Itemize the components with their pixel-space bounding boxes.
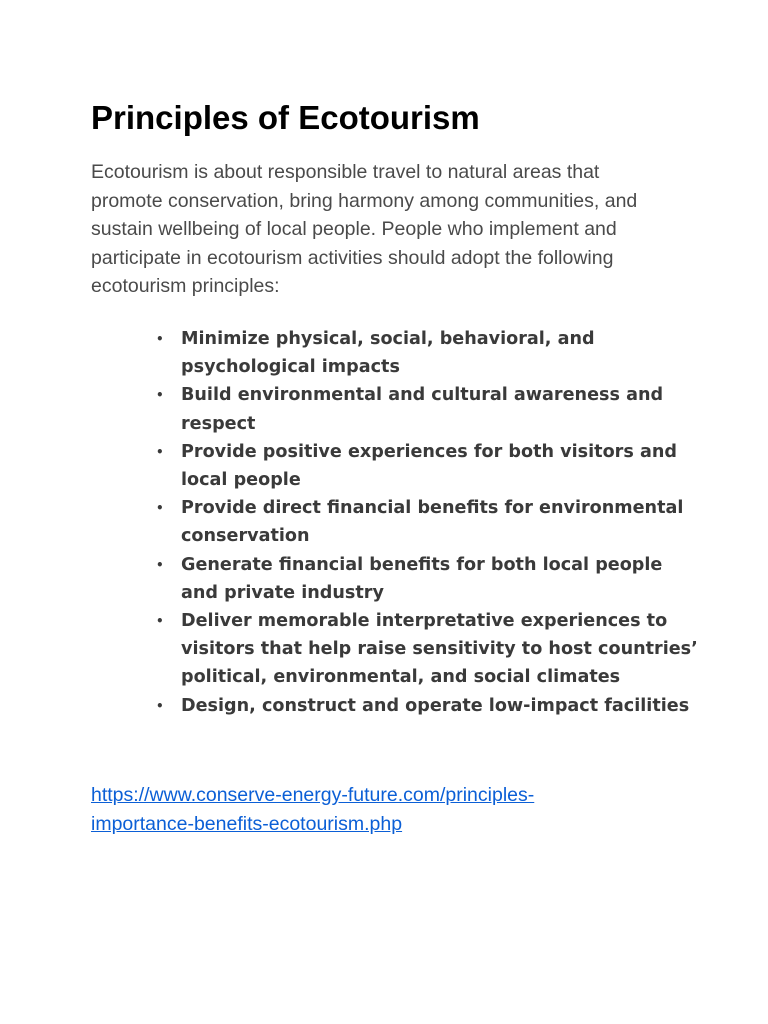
bullet-icon: • — [156, 332, 164, 346]
principle-line: Design, construct and operate low-impact facilities — [181, 695, 690, 716]
intro-line: participate in ecotourism activities should adopt the following — [91, 246, 614, 269]
principle-item — [152, 325, 712, 381]
page-title: Principles of Ecotourism — [91, 99, 480, 136]
principle-line: Minimize physical, social, behavioral, and — [181, 329, 595, 349]
principles-list — [152, 325, 712, 720]
principle-line: respect — [181, 413, 256, 434]
intro-line: ecotourism principles: — [91, 275, 280, 298]
principle-line: political, environmental, and social climates — [181, 667, 621, 688]
principle-line: Build environmental and cultural awareness and — [181, 385, 664, 406]
bullet-icon: • — [156, 557, 164, 572]
source-link-line: https://www.conserve-energy-future.com/principles- — [91, 784, 535, 806]
intro-line: promote conservation, bring harmony among communities, and — [91, 189, 638, 212]
principle-line: local people — [181, 470, 301, 491]
bullet-icon: • — [156, 444, 164, 459]
principle-line: visitors that help raise sensitivity to host countries’ — [181, 639, 698, 660]
bullet-icon: • — [156, 698, 164, 713]
principle-item — [152, 607, 712, 692]
bullet-icon: • — [156, 501, 164, 516]
principle-line: Provide direct financial benefits for environmental — [181, 498, 684, 519]
bullet-icon: • — [156, 614, 164, 629]
principle-item — [152, 381, 712, 437]
principle-line: Deliver memorable interpretative experiences to — [181, 611, 668, 632]
intro-line: Ecotourism is about responsible travel to natural areas that — [91, 161, 600, 183]
principle-item — [152, 692, 712, 720]
principle-line: Provide positive experiences for both visitors and — [181, 441, 677, 462]
source-link-line: importance-benefits-ecotourism.php — [91, 813, 403, 835]
source-link[interactable] — [91, 781, 534, 839]
principle-item — [152, 494, 712, 550]
principle-item — [152, 551, 712, 607]
principle-line: Generate financial benefits for both local people — [181, 554, 663, 575]
principle-item — [152, 438, 712, 494]
intro-line: sustain wellbeing of local people. People who implement and — [91, 218, 617, 241]
principle-line: psychological impacts — [181, 357, 400, 378]
intro-paragraph — [91, 158, 691, 301]
principle-line: and private industry — [181, 582, 384, 603]
principle-line: conservation — [181, 526, 310, 547]
bullet-icon: • — [156, 388, 164, 403]
